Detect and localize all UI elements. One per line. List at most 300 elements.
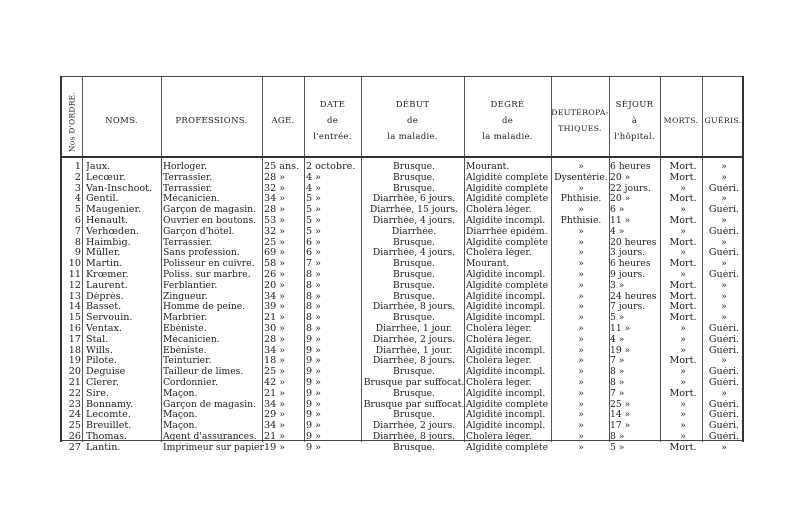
table-row xyxy=(62,302,742,313)
stay-duration-cell: 4 » xyxy=(610,226,625,237)
row-number-cell: 25 xyxy=(68,421,81,432)
severity-cell: Choléra léger. xyxy=(466,323,532,334)
table-row xyxy=(62,238,742,249)
admission-date-cell: 9 » xyxy=(306,431,322,442)
admission-date-cell: 8 » xyxy=(306,323,322,334)
table-row xyxy=(62,389,742,400)
table-row xyxy=(62,227,742,238)
death-mark-cell: » xyxy=(680,345,686,356)
register-table xyxy=(60,76,744,453)
onset-cell: Brusque. xyxy=(393,269,435,280)
age-cell: 19 » xyxy=(264,442,286,453)
deuteropathy-cell: » xyxy=(578,421,584,432)
stay-duration-cell: 20 » xyxy=(610,172,631,183)
table-body xyxy=(62,162,742,454)
onset-cell: Brusque. xyxy=(393,162,435,172)
cured-mark-cell: » xyxy=(721,172,727,183)
onset-cell: Diarrhée, 1 jour. xyxy=(375,345,453,356)
profession-cell: Ouvrier en boutons. xyxy=(163,215,257,226)
table-row xyxy=(62,281,742,292)
death-mark-cell: » xyxy=(680,323,686,334)
table-row xyxy=(62,248,742,259)
stay-duration-cell: 6 heures xyxy=(610,259,651,270)
row-number-cell: 18 xyxy=(68,345,81,356)
profession-cell: Terrassier. xyxy=(163,183,213,194)
stay-duration-cell: 8 » xyxy=(610,367,625,378)
age-cell: 53 » xyxy=(264,215,286,226)
cured-mark-cell: Guéri. xyxy=(708,226,740,237)
row-number-cell: 15 xyxy=(68,313,81,324)
profession-cell: Zingueur. xyxy=(163,291,208,302)
death-mark-cell: Mort. xyxy=(669,194,697,205)
onset-cell: Brusque. xyxy=(393,442,435,453)
deuteropathy-cell: » xyxy=(578,302,584,313)
onset-cell: Diarrhée, 15 jours. xyxy=(369,205,459,216)
onset-cell: Brusque. xyxy=(393,388,435,399)
admission-date-cell: 5 » xyxy=(306,205,322,216)
age-cell: 39 » xyxy=(264,302,286,313)
severity-cell: Algidité incompl. xyxy=(466,302,546,313)
profession-cell: Tailleur de limes. xyxy=(163,367,244,378)
death-mark-cell: Mort. xyxy=(669,215,697,226)
stay-duration-cell: 3 » xyxy=(610,280,625,291)
onset-cell: Diarrhée, 2 jours. xyxy=(372,421,456,432)
table-row xyxy=(62,292,742,303)
profession-cell: Ferblantier. xyxy=(163,280,218,291)
table-row xyxy=(62,324,742,335)
age-cell: 32 » xyxy=(264,183,286,194)
deuteropathy-cell: » xyxy=(578,334,584,345)
death-mark-cell: » xyxy=(680,410,686,421)
age-cell: 34 » xyxy=(264,194,286,205)
stay-duration-cell: 8 » xyxy=(610,377,625,388)
header-gueris: GUÉRIS. xyxy=(704,116,742,125)
admission-date-cell: 6 » xyxy=(306,237,322,248)
row-number-cell: 8 xyxy=(74,237,81,248)
death-mark-cell: Mort. xyxy=(669,313,697,324)
deuteropathy-cell: » xyxy=(578,280,584,291)
patient-name-cell: Stal. xyxy=(86,334,109,345)
onset-cell: Brusque. xyxy=(393,280,435,291)
age-cell: 32 » xyxy=(264,226,286,237)
table-row xyxy=(62,400,742,411)
death-mark-cell: » xyxy=(680,431,686,442)
stay-duration-cell: 24 heures xyxy=(610,291,657,302)
onset-cell: Diarrhée, 2 jours. xyxy=(372,334,456,345)
patient-name-cell: Servouin. xyxy=(86,313,133,324)
stay-duration-cell: 7 » xyxy=(610,356,625,367)
death-mark-cell: » xyxy=(680,269,686,280)
death-mark-cell: » xyxy=(680,248,686,259)
cured-mark-cell: Guéri. xyxy=(708,377,740,388)
deuteropathy-cell: » xyxy=(578,323,584,334)
age-cell: 30 » xyxy=(264,323,286,334)
death-mark-cell: » xyxy=(680,205,686,216)
age-cell: 18 » xyxy=(264,356,286,367)
deuteropathy-cell: » xyxy=(578,345,584,356)
header-debut-maladie: DÉBUT de la maladie. xyxy=(387,100,438,142)
patient-name-cell: Deguise xyxy=(86,367,126,378)
admission-date-cell: 8 » xyxy=(306,313,322,324)
death-mark-cell: » xyxy=(680,399,686,410)
cured-mark-cell: Guéri. xyxy=(708,269,740,280)
profession-cell: Mécanicien. xyxy=(163,194,220,205)
death-mark-cell: Mort. xyxy=(669,388,697,399)
onset-cell: Brusque. xyxy=(393,183,435,194)
deuteropathy-cell: » xyxy=(578,367,584,378)
severity-cell: Algidité complète xyxy=(466,183,549,194)
stay-duration-cell: 7 » xyxy=(610,388,625,399)
stay-duration-cell: 5 » xyxy=(610,442,625,453)
admission-date-cell: 7 » xyxy=(306,259,322,270)
stay-duration-cell: 20 heures xyxy=(610,237,657,248)
header-noms: NOMS. xyxy=(105,116,138,126)
table-row xyxy=(62,173,742,184)
death-mark-cell: » xyxy=(680,183,686,194)
age-cell: 58 » xyxy=(264,259,286,270)
profession-cell: Maçon. xyxy=(163,388,198,399)
patient-name-cell: Lecomte. xyxy=(86,410,131,421)
table-row xyxy=(62,378,742,389)
deuteropathy-cell: Dysentérie. xyxy=(554,172,608,183)
death-mark-cell: » xyxy=(680,367,686,378)
row-number-cell: 7 xyxy=(74,226,81,237)
death-mark-cell: » xyxy=(680,377,686,388)
profession-cell: Ébéniste. xyxy=(163,345,207,356)
deuteropathy-cell: Phthisie. xyxy=(560,194,602,205)
age-cell: 42 » xyxy=(264,377,286,388)
death-mark-cell: » xyxy=(680,226,686,237)
deuteropathy-cell: » xyxy=(578,431,584,442)
admission-date-cell: 5 » xyxy=(306,215,322,226)
profession-cell: Maçon. xyxy=(163,421,198,432)
death-mark-cell: Mort. xyxy=(669,237,697,248)
stay-duration-cell: 11 » xyxy=(610,323,631,334)
onset-cell: Diarrhée, 8 jours. xyxy=(372,356,456,367)
header-degre-maladie: DEGRÉ de la maladie. xyxy=(482,100,533,142)
row-number-cell: 12 xyxy=(68,280,81,291)
patient-name-cell: Krœmer. xyxy=(86,269,129,280)
cured-mark-cell: » xyxy=(721,356,727,367)
table-row xyxy=(62,367,742,378)
stay-duration-cell: 25 » xyxy=(610,399,631,410)
cured-mark-cell: Guéri. xyxy=(708,323,740,334)
profession-cell: Teinturier. xyxy=(163,356,212,367)
cured-mark-cell: Guéri. xyxy=(708,421,740,432)
severity-cell: Choléra léger. xyxy=(466,431,532,442)
stay-duration-cell: 7 jours. xyxy=(610,302,646,313)
admission-date-cell: 2 octobre. xyxy=(306,162,356,172)
top-rule xyxy=(62,76,742,77)
profession-cell: Mécanicien. xyxy=(163,334,220,345)
age-cell: 25 » xyxy=(264,237,286,248)
deuteropathy-cell: » xyxy=(578,291,584,302)
onset-cell: Diarrhée. xyxy=(391,226,437,237)
patient-name-cell: Gentil. xyxy=(86,194,119,205)
severity-cell: Algidité complète xyxy=(466,280,549,291)
deuteropathy-cell: » xyxy=(578,205,584,216)
profession-cell: Cordonnier. xyxy=(163,377,218,388)
death-mark-cell: » xyxy=(680,334,686,345)
cured-mark-cell: Guéri. xyxy=(708,248,740,259)
row-number-cell: 11 xyxy=(68,269,81,280)
header-morts: MORTS. xyxy=(663,116,699,125)
patient-name-cell: Ventax. xyxy=(86,323,122,334)
patient-name-cell: Jaux. xyxy=(86,162,111,172)
death-mark-cell: Mort. xyxy=(669,302,697,313)
severity-cell: Algidité incompl. xyxy=(466,313,546,324)
severity-cell: Choléra léger. xyxy=(466,356,532,367)
admission-date-cell: 5 » xyxy=(306,226,322,237)
profession-cell: Ébéniste. xyxy=(163,323,207,334)
row-number-cell: 4 xyxy=(74,194,81,205)
cured-mark-cell: » xyxy=(721,388,727,399)
severity-cell: Diarrhée épidém. xyxy=(466,226,548,237)
row-number-cell: 1 xyxy=(74,162,81,172)
onset-cell: Brusque. xyxy=(393,291,435,302)
deuteropathy-cell: » xyxy=(578,248,584,259)
admission-date-cell: 4 » xyxy=(306,172,322,183)
table-row xyxy=(62,335,742,346)
severity-cell: Algidité incompl. xyxy=(466,367,546,378)
onset-cell: Brusque. xyxy=(393,259,435,270)
patient-name-cell: Henault. xyxy=(86,215,129,226)
table-row xyxy=(62,162,742,173)
age-cell: 29 » xyxy=(264,410,286,421)
patient-name-cell: Bonnamy. xyxy=(86,399,134,410)
stay-duration-cell: 5 » xyxy=(610,313,625,324)
deuteropathy-cell: » xyxy=(578,162,584,172)
severity-cell: Algidité complète xyxy=(466,442,549,453)
cured-mark-cell: Guéri. xyxy=(708,367,740,378)
header-date-entree: DATE de l'entrée. xyxy=(313,100,352,142)
severity-cell: Choléra léger. xyxy=(466,377,532,388)
age-cell: 69 » xyxy=(264,248,286,259)
deuteropathy-cell: » xyxy=(578,237,584,248)
cured-mark-cell: Guéri. xyxy=(708,183,740,194)
row-number-cell: 19 xyxy=(68,356,81,367)
header-numero: Nos D'ORDRE. xyxy=(67,91,77,153)
stay-duration-cell: 14 » xyxy=(610,410,631,421)
admission-date-cell: 9 » xyxy=(306,345,322,356)
admission-date-cell: 8 » xyxy=(306,280,322,291)
row-number-cell: 23 xyxy=(68,399,81,410)
severity-cell: Algidité incompl. xyxy=(466,421,546,432)
admission-date-cell: 8 » xyxy=(306,269,322,280)
row-number-cell: 10 xyxy=(68,259,81,270)
cured-mark-cell: Guéri. xyxy=(708,410,740,421)
patient-name-cell: Wills. xyxy=(86,345,113,356)
profession-cell: Marbrier. xyxy=(163,313,208,324)
patient-name-cell: Verhœden. xyxy=(86,226,140,237)
age-cell: 28 » xyxy=(264,172,286,183)
cured-mark-cell: » xyxy=(721,237,727,248)
profession-cell: Sans profession. xyxy=(163,248,240,259)
admission-date-cell: 9 » xyxy=(306,442,322,453)
death-mark-cell: Mort. xyxy=(669,259,697,270)
profession-cell: Homme de peine. xyxy=(163,302,246,313)
cured-mark-cell: » xyxy=(721,215,727,226)
onset-cell: Brusque par suffocat. xyxy=(363,399,465,410)
onset-cell: Brusque. xyxy=(393,172,435,183)
cured-mark-cell: » xyxy=(721,194,727,205)
stay-duration-cell: 9 jours. xyxy=(610,269,646,280)
age-cell: 28 » xyxy=(264,334,286,345)
table-row xyxy=(62,443,742,454)
patient-name-cell: Martin. xyxy=(86,259,123,270)
onset-cell: Brusque. xyxy=(393,237,435,248)
severity-cell: Algidité incompl. xyxy=(466,345,546,356)
age-cell: 34 » xyxy=(264,399,286,410)
patient-name-cell: Sire. xyxy=(86,388,109,399)
cured-mark-cell: Guéri. xyxy=(708,205,740,216)
profession-cell: Maçon. xyxy=(163,410,198,421)
patient-name-cell: Thomas. xyxy=(86,431,128,442)
table-row xyxy=(62,270,742,281)
age-cell: 34 » xyxy=(264,291,286,302)
admission-date-cell: 9 » xyxy=(306,421,322,432)
stay-duration-cell: 19 » xyxy=(610,345,631,356)
severity-cell: Algidité incompl. xyxy=(466,291,546,302)
patient-name-cell: Maugenier. xyxy=(86,205,142,216)
patient-name-cell: Lantin. xyxy=(86,442,121,453)
age-cell: 21 » xyxy=(264,313,286,324)
row-number-cell: 2 xyxy=(74,172,81,183)
profession-cell: Garçon d'hôtel. xyxy=(163,226,235,237)
row-number-cell: 26 xyxy=(68,431,81,442)
cured-mark-cell: Guéri. xyxy=(708,431,740,442)
admission-date-cell: 8 » xyxy=(306,302,322,313)
death-mark-cell: Mort. xyxy=(669,442,697,453)
onset-cell: Diarrhée, 8 jours. xyxy=(372,431,456,442)
table-row xyxy=(62,421,742,432)
severity-cell: Algidité incompl. xyxy=(466,269,546,280)
header-deuteropathiques: DEUTÉROPA- THIQUES. xyxy=(551,108,609,133)
table-row xyxy=(62,216,742,227)
profession-cell: Garçon de magasin. xyxy=(163,399,257,410)
table-row xyxy=(62,313,742,324)
admission-date-cell: 6 » xyxy=(306,248,322,259)
stay-duration-cell: 11 » xyxy=(610,215,631,226)
profession-cell: Imprimeur sur papier xyxy=(163,442,264,453)
deuteropathy-cell: » xyxy=(578,388,584,399)
table-row xyxy=(62,194,742,205)
deuteropathy-cell: » xyxy=(578,183,584,194)
row-number-cell: 3 xyxy=(74,183,81,194)
severity-cell: Algidité incompl. xyxy=(466,215,546,226)
onset-cell: Diarrhée, 1 jour. xyxy=(375,323,453,334)
onset-cell: Diarrhée, 4 jours. xyxy=(372,215,456,226)
cured-mark-cell: » xyxy=(721,442,727,453)
patient-name-cell: Laurent. xyxy=(86,280,128,291)
onset-cell: Brusque. xyxy=(393,410,435,421)
table-row xyxy=(62,205,742,216)
header-rule xyxy=(62,156,742,158)
cured-mark-cell: » xyxy=(721,302,727,313)
age-cell: 21 » xyxy=(264,388,286,399)
severity-cell: Choléra léger. xyxy=(466,205,532,216)
death-mark-cell: Mort. xyxy=(669,162,697,172)
death-mark-cell: Mort. xyxy=(669,172,697,183)
cured-mark-cell: » xyxy=(721,313,727,324)
patient-name-cell: Lecœur. xyxy=(86,172,126,183)
cured-mark-cell: Guéri. xyxy=(708,399,740,410)
onset-cell: Brusque. xyxy=(393,313,435,324)
deuteropathy-cell: » xyxy=(578,269,584,280)
stay-duration-cell: 6 heures xyxy=(610,162,651,172)
onset-cell: Brusque par suffocat. xyxy=(363,377,465,388)
profession-cell: Terrassier. xyxy=(163,172,213,183)
table-row xyxy=(62,432,742,443)
patient-name-cell: Clerer. xyxy=(86,377,119,388)
profession-cell: Garçon de magasin. xyxy=(163,205,257,216)
stay-duration-cell: 3 jours. xyxy=(610,248,646,259)
patient-name-cell: Müller. xyxy=(86,248,121,259)
profession-cell: Terrassier. xyxy=(163,237,213,248)
stay-duration-cell: 6 » xyxy=(610,205,625,216)
stay-duration-cell: 8 » xyxy=(610,431,625,442)
table-row xyxy=(62,346,742,357)
severity-cell: Choléra léger. xyxy=(466,334,532,345)
cured-mark-cell: » xyxy=(721,291,727,302)
header-professions: PROFESSIONS. xyxy=(175,116,248,126)
age-cell: 28 » xyxy=(264,205,286,216)
table-row xyxy=(62,184,742,195)
deuteropathy-cell: » xyxy=(578,259,584,270)
row-number-cell: 27 xyxy=(68,442,81,453)
row-number-cell: 5 xyxy=(74,205,81,216)
row-number-cell: 13 xyxy=(68,291,81,302)
death-mark-cell: Mort. xyxy=(669,291,697,302)
deuteropathy-cell: » xyxy=(578,442,584,453)
death-mark-cell: » xyxy=(680,421,686,432)
admission-date-cell: 9 » xyxy=(306,388,322,399)
row-number-cell: 16 xyxy=(68,323,81,334)
deuteropathy-cell: » xyxy=(578,410,584,421)
severity-cell: Algidité incompl. xyxy=(466,410,546,421)
death-mark-cell: Mort. xyxy=(669,356,697,367)
profession-cell: Agent d'assurances. xyxy=(163,431,257,442)
severity-cell: Mourant. xyxy=(466,259,510,270)
table-row xyxy=(62,259,742,270)
severity-cell: Mourant. xyxy=(466,162,510,172)
admission-date-cell: 9 » xyxy=(306,377,322,388)
stay-duration-cell: 20 » xyxy=(610,194,631,205)
patient-name-cell: Basset. xyxy=(86,302,122,313)
patient-name-cell: Pilote. xyxy=(86,356,117,367)
age-cell: 25 ans. xyxy=(264,162,300,172)
admission-date-cell: 4 » xyxy=(306,183,322,194)
age-cell: 26 » xyxy=(264,269,286,280)
admission-date-cell: 5 » xyxy=(306,194,322,205)
cured-mark-cell: » xyxy=(721,162,727,172)
cured-mark-cell: Guéri. xyxy=(708,334,740,345)
header-age: AGE. xyxy=(271,116,295,126)
deuteropathy-cell: Phthisie. xyxy=(560,215,602,226)
table-row xyxy=(62,410,742,421)
patient-name-cell: Haimbig. xyxy=(86,237,131,248)
table-row xyxy=(62,356,742,367)
admission-date-cell: 9 » xyxy=(306,356,322,367)
patient-name-cell: Breuillet. xyxy=(86,421,132,432)
row-number-cell: 6 xyxy=(74,215,81,226)
row-number-cell: 14 xyxy=(68,302,81,313)
cured-mark-cell: » xyxy=(721,280,727,291)
onset-cell: Diarrhée, 4 jours. xyxy=(372,248,456,259)
row-number-cell: 21 xyxy=(68,377,81,388)
onset-cell: Diarrhée, 8 jours. xyxy=(372,302,456,313)
profession-cell: Horloger. xyxy=(163,162,208,172)
